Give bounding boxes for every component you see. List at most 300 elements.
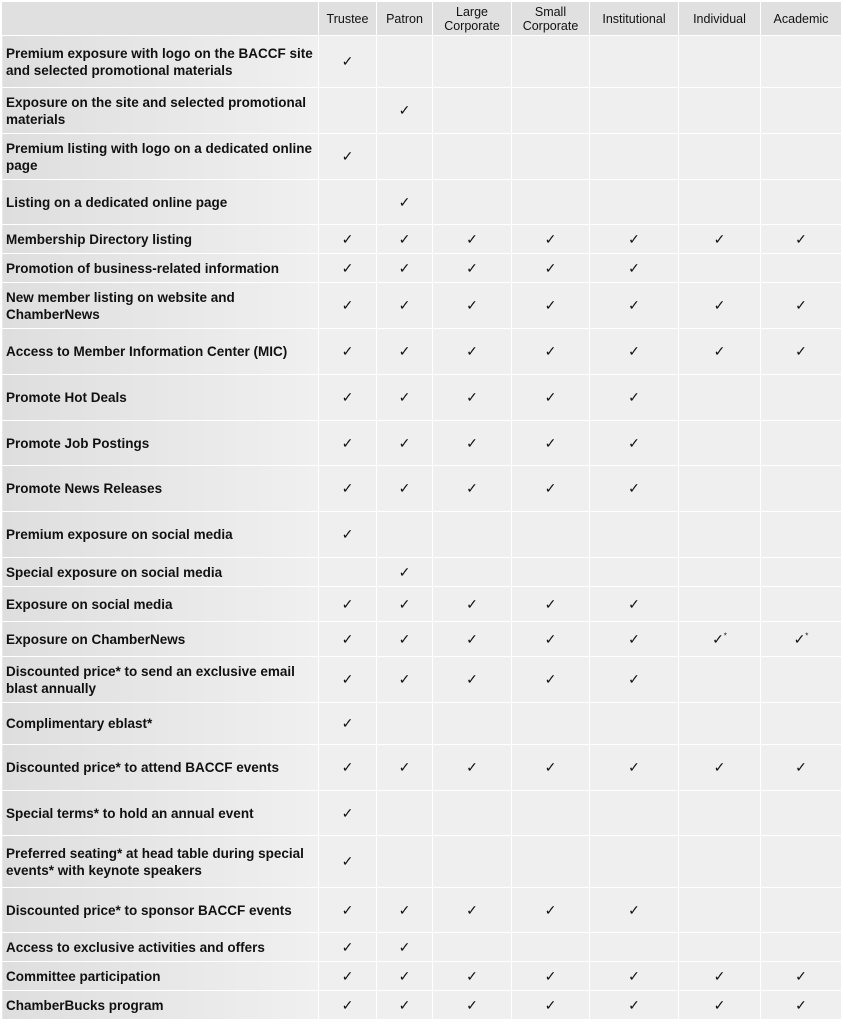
row-label: Committee participation — [2, 962, 319, 991]
check-cell — [761, 745, 842, 791]
check-cell — [679, 180, 761, 225]
check-cell — [377, 888, 433, 933]
check-icon: ✓ — [341, 434, 354, 451]
table-row — [2, 421, 842, 466]
check-cell — [512, 225, 590, 254]
check-icon: ✓ — [398, 901, 411, 918]
check-cell — [377, 703, 433, 745]
check-cell — [377, 421, 433, 466]
check-cell — [433, 657, 512, 703]
check-icon: ✓ — [466, 759, 478, 775]
table-row — [2, 657, 842, 703]
check-cell — [512, 657, 590, 703]
check-icon: ✓ — [398, 343, 411, 359]
check-cell — [319, 225, 377, 254]
check-cell — [377, 254, 433, 283]
check-cell — [679, 962, 761, 991]
table-row — [2, 962, 842, 991]
check-cell — [590, 512, 679, 558]
check-cell — [679, 558, 761, 587]
check-cell — [433, 622, 512, 657]
check-icon: ✓ — [628, 671, 640, 687]
check-cell — [319, 36, 377, 88]
check-icon: ✓ — [713, 759, 726, 775]
check-icon: ✓ — [466, 967, 478, 984]
check-cell — [590, 558, 679, 587]
check-cell — [512, 180, 590, 225]
check-cell — [590, 587, 679, 622]
check-icon: ✓ — [341, 148, 354, 164]
check-cell — [512, 622, 590, 657]
check-icon: ✓ — [544, 434, 557, 451]
check-icon: ✓ — [466, 901, 478, 918]
check-icon: ✓ — [341, 759, 354, 775]
check-cell — [590, 88, 679, 134]
check-cell — [319, 587, 377, 622]
check-cell — [761, 587, 842, 622]
check-icon: ✓ — [398, 193, 411, 210]
asterisk-note: * — [723, 630, 727, 640]
check-icon: ✓ — [795, 343, 807, 359]
check-cell — [433, 375, 512, 421]
check-cell — [377, 622, 433, 657]
check-icon: ✓ — [544, 595, 557, 612]
check-cell — [377, 512, 433, 558]
check-icon: ✓ — [466, 630, 478, 647]
check-icon: ✓ — [795, 967, 807, 984]
table-row — [2, 466, 842, 512]
row-label: Discounted price* to sponsor BACCF events — [2, 888, 319, 933]
check-cell — [319, 134, 377, 180]
table-row — [2, 587, 842, 622]
check-cell — [761, 933, 842, 962]
check-cell — [512, 254, 590, 283]
check-icon: ✓ — [341, 715, 354, 731]
header-row — [2, 2, 842, 36]
check-cell — [590, 134, 679, 180]
check-cell — [319, 836, 377, 888]
check-icon: ✓ — [628, 595, 640, 612]
check-cell — [679, 134, 761, 180]
row-label: Membership Directory listing — [2, 225, 319, 254]
check-cell — [761, 991, 842, 1020]
table-row — [2, 791, 842, 836]
check-cell — [512, 587, 590, 622]
check-cell — [319, 933, 377, 962]
check-cell — [679, 225, 761, 254]
check-cell — [512, 962, 590, 991]
check-cell — [590, 962, 679, 991]
check-icon: ✓ — [628, 259, 640, 276]
check-icon: ✓ — [398, 297, 411, 313]
check-icon: ✓ — [544, 996, 557, 1013]
check-icon: ✓ — [544, 389, 557, 405]
check-cell — [377, 962, 433, 991]
row-label: Access to exclusive activities and offers — [2, 933, 319, 962]
table-row — [2, 283, 842, 329]
check-cell — [590, 375, 679, 421]
col-header-large-corporate: Large Corporate — [433, 2, 512, 36]
table-row — [2, 888, 842, 933]
check-cell — [761, 180, 842, 225]
col-header-trustee: Trustee — [319, 2, 377, 36]
check-cell — [590, 933, 679, 962]
table-row — [2, 329, 842, 375]
check-cell — [590, 421, 679, 466]
check-icon: ✓ — [398, 480, 411, 496]
check-cell — [512, 703, 590, 745]
check-icon: ✓ — [398, 938, 411, 955]
check-cell — [679, 421, 761, 466]
check-cell — [319, 88, 377, 134]
check-cell — [679, 888, 761, 933]
check-cell — [512, 283, 590, 329]
check-cell — [512, 991, 590, 1020]
check-cell — [761, 657, 842, 703]
check-icon: ✓ — [398, 630, 411, 647]
check-cell — [761, 254, 842, 283]
check-cell — [433, 888, 512, 933]
check-cell — [433, 962, 512, 991]
check-cell — [377, 836, 433, 888]
check-cell — [761, 558, 842, 587]
row-label: Promote Job Postings — [2, 421, 319, 466]
check-cell — [679, 88, 761, 134]
check-cell — [761, 703, 842, 745]
check-icon: ✓ — [628, 297, 640, 313]
table-row — [2, 558, 842, 587]
check-icon: ✓ — [466, 671, 478, 687]
row-label: Complimentary eblast* — [2, 703, 319, 745]
check-icon: ✓ — [341, 671, 354, 687]
table-row — [2, 622, 842, 657]
check-cell — [590, 745, 679, 791]
check-cell — [679, 375, 761, 421]
check-cell — [319, 657, 377, 703]
check-icon: ✓ — [341, 938, 354, 955]
check-cell — [761, 36, 842, 88]
check-icon: ✓ — [712, 630, 724, 647]
check-icon: ✓ — [341, 853, 354, 869]
table-body — [2, 36, 842, 1020]
check-cell — [679, 703, 761, 745]
check-cell — [512, 421, 590, 466]
check-cell — [377, 745, 433, 791]
check-cell — [761, 225, 842, 254]
check-icon: ✓ — [398, 230, 411, 247]
check-icon: ✓ — [544, 343, 557, 359]
check-icon: ✓ — [544, 259, 557, 276]
check-cell — [512, 329, 590, 375]
check-cell — [377, 36, 433, 88]
check-cell — [433, 134, 512, 180]
row-label: Special exposure on social media — [2, 558, 319, 587]
check-cell — [761, 134, 842, 180]
check-icon: ✓ — [341, 389, 354, 405]
check-cell — [319, 888, 377, 933]
check-cell — [590, 657, 679, 703]
table-row — [2, 134, 842, 180]
check-cell — [319, 512, 377, 558]
check-icon: ✓ — [341, 343, 354, 359]
check-cell — [377, 88, 433, 134]
check-icon: ✓ — [628, 480, 640, 496]
check-icon: ✓ — [398, 595, 411, 612]
table-row — [2, 512, 842, 558]
check-icon: ✓ — [466, 595, 478, 612]
check-cell — [761, 466, 842, 512]
check-cell — [319, 254, 377, 283]
check-icon: ✓ — [466, 389, 478, 405]
check-cell — [761, 836, 842, 888]
table-row — [2, 933, 842, 962]
check-cell — [433, 703, 512, 745]
table-row — [2, 36, 842, 88]
check-icon: ✓ — [398, 389, 411, 405]
check-cell — [761, 421, 842, 466]
check-icon: ✓ — [341, 996, 354, 1013]
check-cell — [319, 558, 377, 587]
check-cell — [761, 622, 842, 657]
header-corner — [2, 2, 319, 36]
check-cell — [761, 88, 842, 134]
check-icon: ✓ — [544, 630, 557, 647]
check-icon: ✓ — [341, 967, 354, 984]
check-cell — [319, 791, 377, 836]
check-icon: ✓ — [398, 434, 411, 451]
check-cell — [761, 962, 842, 991]
check-icon: ✓ — [398, 996, 411, 1013]
check-cell — [377, 329, 433, 375]
check-icon: ✓ — [341, 630, 354, 647]
check-icon: ✓ — [341, 526, 354, 542]
check-cell — [679, 587, 761, 622]
check-cell — [377, 587, 433, 622]
check-cell — [319, 329, 377, 375]
check-cell — [512, 888, 590, 933]
check-cell — [761, 791, 842, 836]
check-cell — [590, 888, 679, 933]
check-cell — [433, 36, 512, 88]
check-icon: ✓ — [795, 230, 807, 247]
check-cell — [679, 745, 761, 791]
check-cell — [590, 329, 679, 375]
check-icon: ✓ — [341, 259, 354, 276]
check-cell — [679, 991, 761, 1020]
check-cell — [319, 622, 377, 657]
check-cell — [512, 134, 590, 180]
check-icon: ✓ — [628, 901, 640, 918]
check-icon: ✓ — [713, 996, 726, 1013]
table-row — [2, 745, 842, 791]
check-cell — [512, 558, 590, 587]
table-row — [2, 703, 842, 745]
check-cell — [319, 745, 377, 791]
check-icon: ✓ — [628, 996, 640, 1013]
check-icon: ✓ — [466, 259, 478, 276]
col-header-institutional: Institutional — [590, 2, 679, 36]
check-cell — [433, 933, 512, 962]
check-icon: ✓ — [628, 630, 640, 647]
check-cell — [319, 991, 377, 1020]
check-icon: ✓ — [628, 759, 640, 775]
check-cell — [512, 36, 590, 88]
check-icon: ✓ — [466, 297, 478, 313]
check-cell — [319, 375, 377, 421]
check-cell — [590, 836, 679, 888]
table-row — [2, 88, 842, 134]
check-cell — [377, 558, 433, 587]
check-icon: ✓ — [466, 230, 478, 247]
check-cell — [319, 703, 377, 745]
row-label: Premium exposure with logo on the BACCF site and selected promotional materials — [2, 36, 319, 88]
row-label: Promotion of business-related information — [2, 254, 319, 283]
check-cell — [433, 991, 512, 1020]
row-label: Promote Hot Deals — [2, 375, 319, 421]
check-icon: ✓ — [466, 480, 478, 496]
check-cell — [512, 466, 590, 512]
row-label: Preferred seating* at head table during special events* with keynote speakers — [2, 836, 319, 888]
check-icon: ✓ — [341, 595, 354, 612]
check-cell — [761, 329, 842, 375]
check-icon: ✓ — [398, 563, 411, 580]
check-cell — [679, 791, 761, 836]
check-cell — [590, 791, 679, 836]
check-icon: ✓ — [341, 804, 354, 821]
check-cell — [590, 703, 679, 745]
check-icon: ✓ — [398, 102, 411, 118]
check-icon: ✓ — [544, 671, 557, 687]
col-header-academic: Academic — [761, 2, 842, 36]
check-cell — [377, 225, 433, 254]
asterisk-note: * — [805, 630, 809, 640]
check-cell — [679, 466, 761, 512]
check-icon: ✓ — [544, 297, 557, 313]
check-cell — [377, 283, 433, 329]
check-cell — [512, 88, 590, 134]
check-cell — [377, 375, 433, 421]
check-cell — [377, 933, 433, 962]
col-header-patron: Patron — [377, 2, 433, 36]
check-icon: ✓ — [628, 389, 640, 405]
check-icon: ✓ — [628, 434, 640, 451]
check-cell — [590, 991, 679, 1020]
check-icon: ✓ — [544, 967, 557, 984]
table-row — [2, 836, 842, 888]
check-cell — [433, 791, 512, 836]
table-row — [2, 254, 842, 283]
check-icon: ✓ — [793, 630, 806, 647]
check-cell — [433, 225, 512, 254]
check-cell — [590, 466, 679, 512]
check-icon: ✓ — [466, 434, 478, 451]
check-icon: ✓ — [544, 480, 557, 496]
check-icon: ✓ — [628, 967, 640, 984]
check-cell — [433, 558, 512, 587]
check-icon: ✓ — [544, 901, 557, 918]
table-row — [2, 225, 842, 254]
check-icon: ✓ — [628, 343, 640, 359]
row-label: Discounted price* to send an exclusive email blast annually — [2, 657, 319, 703]
check-cell — [512, 836, 590, 888]
check-icon: ✓ — [398, 671, 411, 687]
check-icon: ✓ — [795, 297, 807, 313]
check-cell — [679, 36, 761, 88]
check-cell — [679, 836, 761, 888]
row-label: Listing on a dedicated online page — [2, 180, 319, 225]
check-icon: ✓ — [713, 967, 726, 984]
check-cell — [319, 283, 377, 329]
row-label: Exposure on social media — [2, 587, 319, 622]
col-header-individual: Individual — [679, 2, 761, 36]
check-cell — [512, 745, 590, 791]
check-cell — [761, 283, 842, 329]
row-label: Exposure on the site and selected promotional materials — [2, 88, 319, 134]
check-cell — [433, 283, 512, 329]
check-cell — [433, 512, 512, 558]
check-icon: ✓ — [628, 230, 640, 247]
check-cell — [433, 329, 512, 375]
check-cell — [679, 933, 761, 962]
check-cell — [679, 254, 761, 283]
check-icon: ✓ — [544, 230, 557, 247]
check-cell — [377, 791, 433, 836]
check-icon: ✓ — [341, 297, 354, 313]
check-cell — [377, 991, 433, 1020]
row-label: Special terms* to hold an annual event — [2, 791, 319, 836]
check-icon: ✓ — [398, 967, 411, 984]
check-icon: ✓ — [466, 343, 478, 359]
check-icon: ✓ — [713, 230, 726, 247]
check-cell — [761, 375, 842, 421]
col-header-small-corporate: Small Corporate — [512, 2, 590, 36]
check-icon: ✓ — [713, 297, 726, 313]
check-icon: ✓ — [398, 259, 411, 276]
check-cell — [433, 180, 512, 225]
check-icon: ✓ — [398, 759, 411, 775]
check-cell — [679, 622, 761, 657]
check-icon: ✓ — [795, 759, 807, 775]
check-cell — [590, 36, 679, 88]
check-cell — [377, 180, 433, 225]
row-label: Exposure on ChamberNews — [2, 622, 319, 657]
row-label: Discounted price* to attend BACCF events — [2, 745, 319, 791]
check-cell — [377, 657, 433, 703]
check-icon: ✓ — [341, 901, 354, 918]
check-cell — [433, 836, 512, 888]
check-cell — [512, 512, 590, 558]
check-icon: ✓ — [466, 996, 478, 1013]
check-icon: ✓ — [341, 53, 354, 69]
check-cell — [512, 933, 590, 962]
check-cell — [433, 466, 512, 512]
check-cell — [433, 88, 512, 134]
row-label: Promote News Releases — [2, 466, 319, 512]
check-cell — [433, 254, 512, 283]
check-cell — [319, 962, 377, 991]
check-cell — [433, 745, 512, 791]
check-icon: ✓ — [795, 996, 807, 1013]
check-cell — [590, 283, 679, 329]
check-cell — [319, 466, 377, 512]
check-cell — [377, 134, 433, 180]
check-cell — [512, 791, 590, 836]
check-cell — [679, 657, 761, 703]
check-cell — [433, 587, 512, 622]
check-cell — [377, 466, 433, 512]
check-icon: ✓ — [341, 480, 354, 496]
row-label: ChamberBucks program — [2, 991, 319, 1020]
